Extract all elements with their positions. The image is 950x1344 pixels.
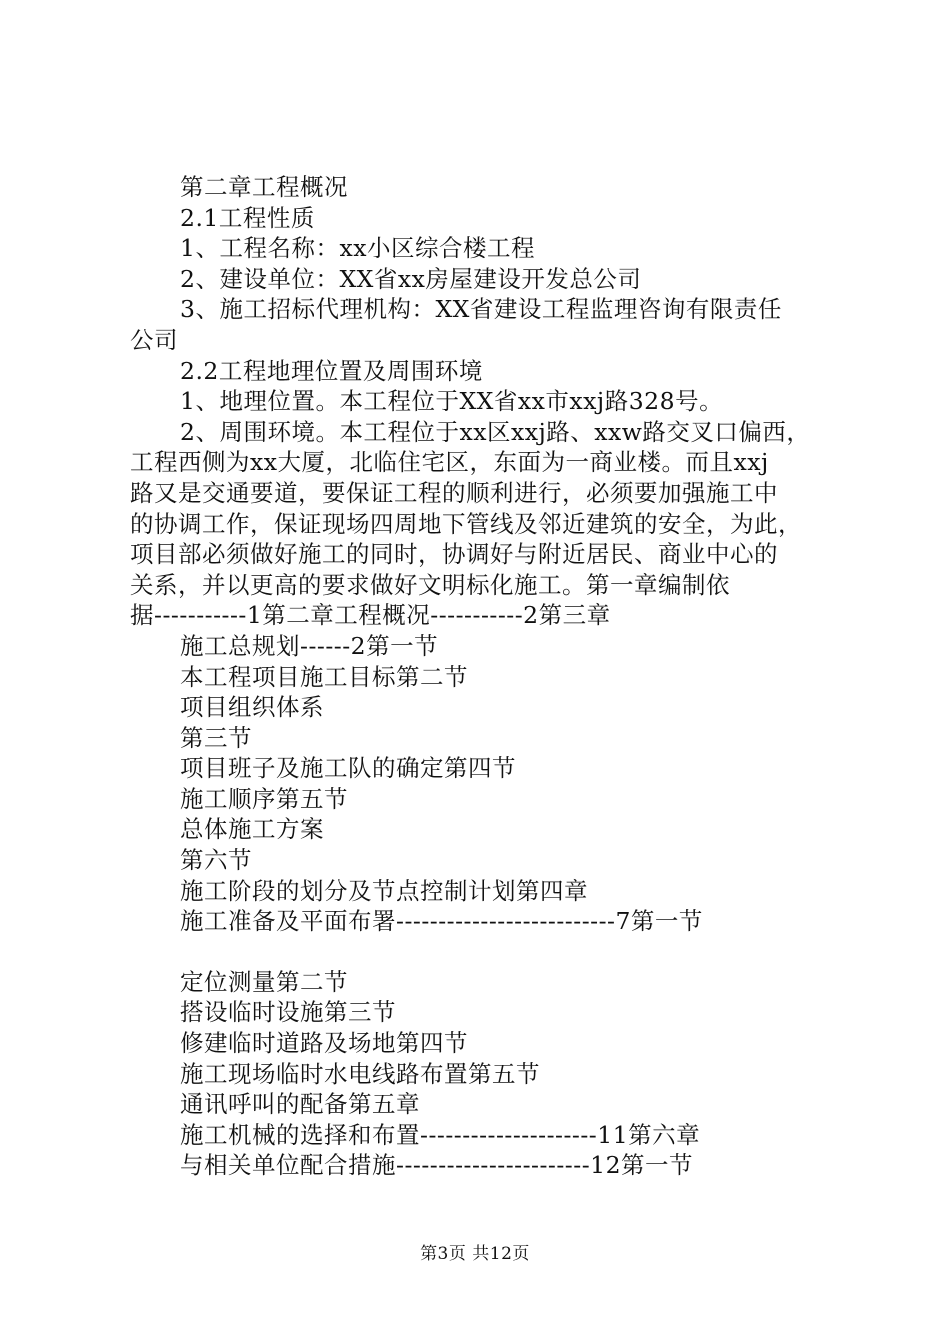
toc-line: 施工阶段的划分及节点控制计划第四章 bbox=[180, 876, 588, 905]
paragraph-line: 的协调工作，保证现场四周地下管线及邻近建筑的安全，为此， bbox=[130, 509, 802, 538]
toc-line: 第六节 bbox=[180, 846, 252, 875]
paragraph-line: 公司 bbox=[130, 325, 178, 354]
toc-line: 施工顺序第五节 bbox=[180, 784, 348, 813]
toc-line: 与相关单位配合措施-----------------------12第一节 bbox=[180, 1151, 694, 1180]
paragraph-line: 路又是交通要道，要保证工程的顺利进行，必须要加强施工中 bbox=[130, 478, 778, 507]
toc-line: 第三节 bbox=[180, 723, 252, 752]
toc-line: 定位测量第二节 bbox=[180, 967, 348, 996]
toc-line: 施工总规划------2第一节 bbox=[180, 631, 439, 660]
toc-line: 本工程项目施工目标第二节 bbox=[180, 662, 468, 691]
document-body bbox=[130, 172, 835, 1181]
toc-line: 施工机械的选择和布置---------------------11第六章 bbox=[180, 1120, 701, 1149]
toc-line: 通讯呼叫的配备第五章 bbox=[180, 1090, 420, 1119]
chapter-heading: 第二章工程概况 bbox=[180, 173, 348, 201]
section-heading: 2.2工程地理位置及周围环境 bbox=[180, 356, 483, 385]
paragraph-line: 2、周围环境。本工程位于xx区xxj路、xxw路交叉口偏西， bbox=[180, 417, 811, 446]
paragraph-line: 关系，并以更高的要求做好文明标化施工。第一章编制依 bbox=[130, 570, 730, 599]
toc-line: 项目班子及施工队的确定第四节 bbox=[180, 754, 516, 783]
page-footer: 第3页 共12页 bbox=[420, 1244, 530, 1264]
toc-line: 施工准备及平面布署--------------------------7第一节 bbox=[180, 907, 703, 936]
paragraph-line: 1、工程名称：xx小区综合楼工程 bbox=[180, 234, 535, 263]
toc-line: 总体施工方案 bbox=[180, 815, 324, 844]
paragraph-line: 工程西侧为xx大厦，北临住宅区，东面为一商业楼。而且xxj bbox=[130, 448, 769, 477]
paragraph-line: 3、施工招标代理机构：XX省建设工程监理咨询有限责任 bbox=[180, 295, 782, 324]
toc-line: 项目组织体系 bbox=[180, 693, 324, 722]
toc-line: 据-----------1第二章工程概况-----------2第三章 bbox=[130, 601, 611, 630]
section-heading: 2.1工程性质 bbox=[180, 203, 315, 232]
paragraph-line: 1、地理位置。本工程位于XX省xx市xxj路328号。 bbox=[180, 387, 724, 416]
toc-line: 施工现场临时水电线路布置第五节 bbox=[180, 1059, 540, 1088]
paragraph-line: 2、建设单位：XX省xx房屋建设开发总公司 bbox=[180, 264, 642, 293]
toc-line: 修建临时道路及场地第四节 bbox=[180, 1029, 468, 1058]
paragraph-line: 项目部必须做好施工的同时，协调好与附近居民、商业中心的 bbox=[130, 540, 778, 569]
toc-line: 搭设临时设施第三节 bbox=[180, 998, 396, 1027]
